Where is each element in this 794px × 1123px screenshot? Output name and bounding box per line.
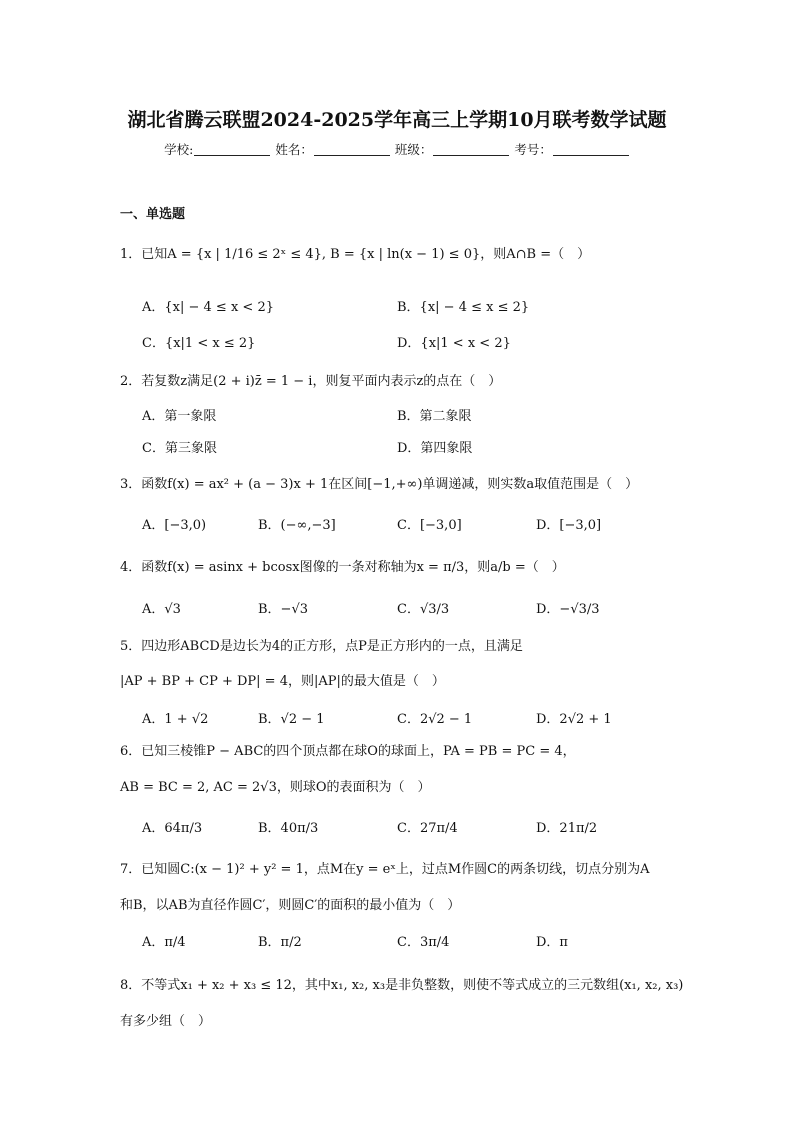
name-label: 姓名： — [275, 142, 313, 157]
question-1-stem: 1．已知A = {x | 1/16 ≤ 2ˣ ≤ 4}, B = {x | ln(x − 1) ≤ 0}，则A∩B =（ ） — [120, 247, 591, 262]
question-3-option-b[interactable]: B．(−∞,−3] — [258, 518, 336, 533]
question-6-option-d[interactable]: D．21π/2 — [536, 821, 598, 836]
question-6-stem-continued: AB = BC = 2, AC = 2√3，则球O的表面积为（ ） — [120, 780, 431, 795]
question-1-option-d[interactable]: D．{x|1 < x < 2} — [397, 336, 511, 351]
section-heading: 一、单选题 — [120, 207, 186, 222]
school-label: 学校: — [164, 142, 194, 157]
question-7-option-d[interactable]: D．π — [536, 935, 568, 950]
question-1-option-c[interactable]: C．{x|1 < x ≤ 2} — [142, 336, 256, 351]
question-3-option-c[interactable]: C．[−3,0] — [397, 518, 462, 533]
question-4-option-c[interactable]: C．√3/3 — [397, 602, 450, 617]
question-8-stem-continued: 有多少组（ ） — [120, 1014, 212, 1029]
question-4-option-b[interactable]: B．−√3 — [258, 602, 309, 617]
class-blank[interactable] — [433, 143, 509, 156]
student-info-line — [0, 140, 794, 158]
question-5-stem: 5．四边形ABCD是边长为4的正方形，点P是正方形内的一点，且满足 — [120, 639, 523, 654]
class-label: 班级： — [394, 142, 433, 157]
name-blank[interactable] — [314, 143, 390, 156]
question-6-option-c[interactable]: C．27π/4 — [397, 821, 458, 836]
question-5-option-c[interactable]: C．2√2 − 1 — [397, 712, 473, 727]
question-2-option-b[interactable]: B．第二象限 — [397, 409, 472, 424]
question-7-stem: 7．已知圆C:(x − 1)² + y² = 1，点M在y = eˣ上，过点M作圆C的两条切线，切点分别为A — [120, 862, 650, 877]
question-5-option-b[interactable]: B．√2 − 1 — [258, 712, 325, 727]
question-3-option-a[interactable]: A．[−3,0) — [142, 518, 207, 533]
question-5-option-a[interactable]: A．1 + √2 — [142, 712, 209, 727]
question-8-stem: 8．不等式x₁ + x₂ + x₃ ≤ 12，其中x₁, x₂, x₃是非负整数，则使不等式成立的三元数组(x₁, x₂, x₃) — [120, 978, 684, 993]
question-2-stem: 2．若复数z满足(2 + i)z̄ = 1 − i，则复平面内表示z的点在（ ） — [120, 374, 502, 389]
question-3-stem: 3．函数f(x) = ax² + (a − 3)x + 1在区间[−1,+∞)单调递减，则实数a取值范围是（ ） — [120, 477, 639, 492]
question-6-stem: 6．已知三棱锥P − ABC的四个顶点都在球O的球面上，PA = PB = PC = 4， — [120, 744, 576, 759]
question-4-stem: 4．函数f(x) = asinx + bcosx图像的一条对称轴为x = π/3，则a/b =（ ） — [120, 560, 565, 575]
school-blank[interactable] — [194, 143, 270, 156]
question-5-stem-continued: |AP + BP + CP + DP| = 4，则|AP|的最大值是（ ） — [120, 674, 445, 689]
question-7-stem-continued: 和B，以AB为直径作圆C′，则圆C′的面积的最小值为（ ） — [120, 898, 461, 913]
question-7-option-c[interactable]: C．3π/4 — [397, 935, 450, 950]
question-7-option-a[interactable]: A．π/4 — [142, 935, 186, 950]
exam-no-label: 考号： — [514, 142, 552, 157]
question-2-option-c[interactable]: C．第三象限 — [142, 441, 217, 456]
question-7-option-b[interactable]: B．π/2 — [258, 935, 302, 950]
exam-no-blank[interactable] — [553, 143, 629, 156]
question-3-option-d[interactable]: D．[−3,0] — [536, 518, 602, 533]
question-5-option-d[interactable]: D．2√2 + 1 — [536, 712, 612, 727]
question-1-option-b[interactable]: B．{x| − 4 ≤ x ≤ 2} — [397, 300, 530, 315]
question-6-option-b[interactable]: B．40π/3 — [258, 821, 319, 836]
question-1-option-a[interactable]: A．{x| − 4 ≤ x < 2} — [142, 300, 274, 315]
question-2-option-d[interactable]: D．第四象限 — [397, 441, 473, 456]
question-4-option-d[interactable]: D．−√3/3 — [536, 602, 600, 617]
question-4-option-a[interactable]: A．√3 — [142, 602, 181, 617]
question-6-option-a[interactable]: A．64π/3 — [142, 821, 203, 836]
question-2-option-a[interactable]: A．第一象限 — [142, 409, 217, 424]
page-title: 湖北省腾云联盟2024-2025学年高三上学期10月联考数学试题 — [127, 109, 667, 131]
